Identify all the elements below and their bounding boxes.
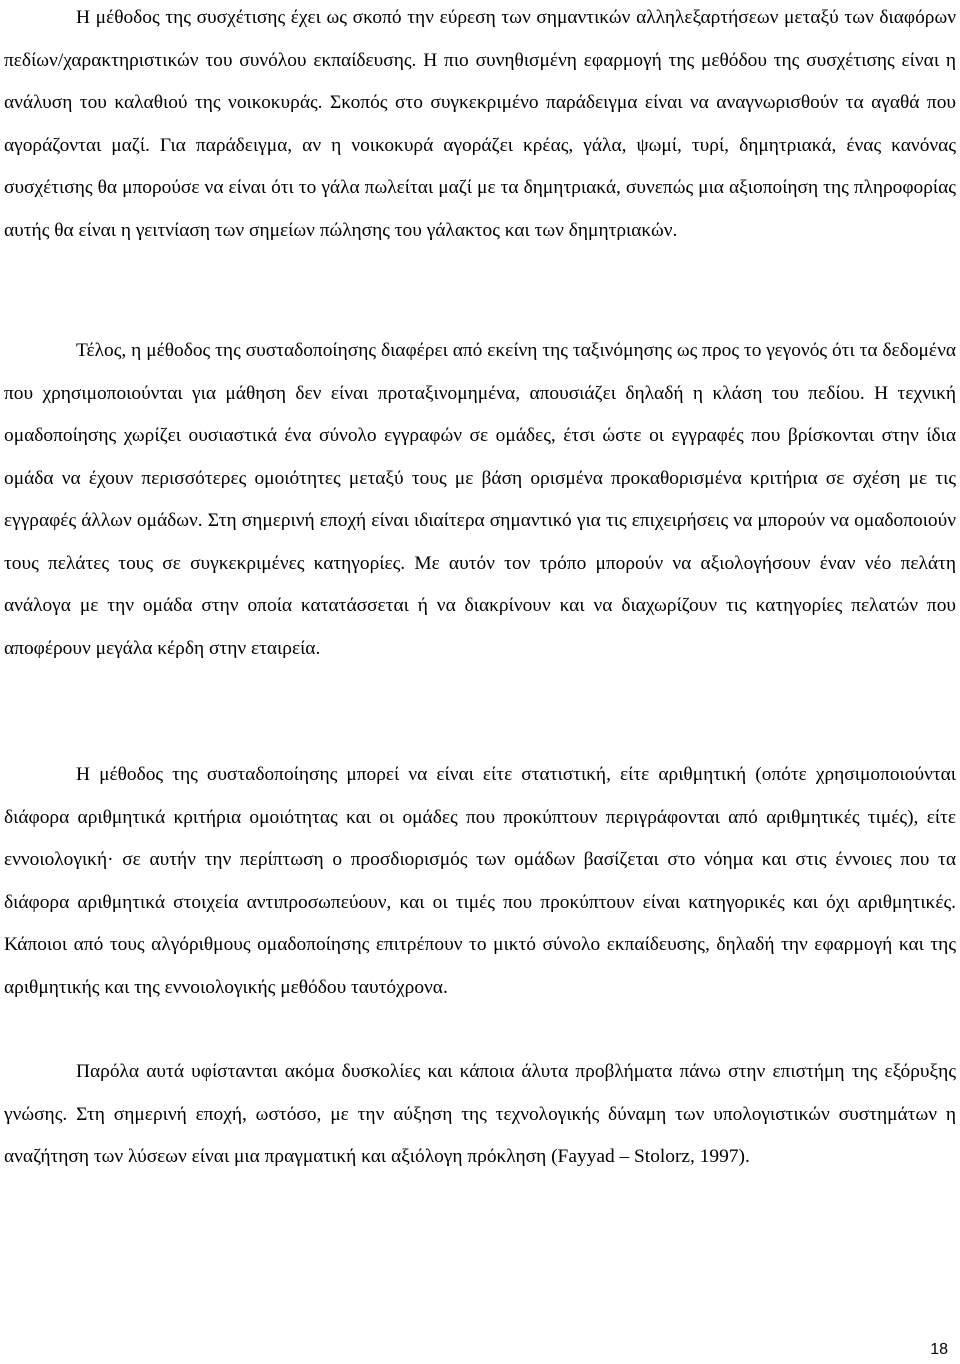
paragraph-challenges: Παρόλα αυτά υφίστανται ακόμα δυσκολίες και κάποια άλυτα προβλήματα πάνω στην επιστήμη της εξόρυξης γνώσης. Στη σημερινή εποχή, ωστόσο, με την αύξηση της τεχνολογικής δύναμη των υπολογιστικών συστημάτων η αναζήτηση των λύσεων είναι μια πραγματική και αξιόλογη πρόκληση (Fayyad – Stolorz, 1997). [4, 1061, 956, 1167]
page-number: 18 [930, 1341, 948, 1358]
paragraph-association-method: Η μέθοδος της συσχέτισης έχει ως σκοπό την εύρεση των σημαντικών αλληλεξαρτήσεων μεταξύ των διαφόρων πεδίων/χαρακτηριστικών του συνόλου εκπαίδευσης. Η πιο συνηθισμένη εφαρμογή της μεθόδου της συσχέτισης είναι η ανάλυση του καλαθιού της νοικοκυράς. Σκοπός στο συγκεκριμένο παράδειγμα είναι να αναγνωρισθούν τα αγαθά που αγοράζονται μαζί. Για παράδειγμα, αν η νοικοκυρά αγοράζει κρέας, γάλα, ψωμί, τυρί, δημητριακά, ένας κανόνας συσχέτισης θα μπορούσε να είναι ότι το γάλα πωλείται μαζί με τα δημητριακά, συνεπώς μια αξιοποίηση της πληροφορίας αυτής θα είναι η γειτνίαση των σημείων πώλησης του γάλακτος και των δημητριακών. [4, 7, 956, 241]
paragraph-clustering-types: Η μέθοδος της συσταδοποίησης μπορεί να είναι είτε στατιστική, είτε αριθμητική (οπότε χρησιμοποιούνται διάφορα αριθμητικά κριτήρια ομοιότητας και οι ομάδες που προκύπτουν περιγράφονται από αριθμητικές τιμές), είτε εννοιολογική· σε αυτήν την περίπτωση ο προσδιορισμός των ομάδων βασίζεται στο νόημα και στις έννοιες που τα διάφορα αριθμητικά στοιχεία αντιπροσωπεύουν, και οι τιμές που προκύπτουν είναι κατηγορικές και όχι αριθμητικές. Κάποιοι από τους αλγόριθμους ομαδοποίησης επιτρέπουν το μικτό σύνολο εκπαίδευσης, δηλαδή την εφαρμογή και της αριθμητικής και της εννοιολογικής μεθόδου ταυτόχρονα. [4, 764, 956, 998]
paragraph-clustering-method: Τέλος, η μέθοδος της συσταδοποίησης διαφέρει από εκείνη της ταξινόμησης ως προς το γεγονός ότι τα δεδομένα που χρησιμοποιούνται για μάθηση δεν είναι προταξινομημένα, απουσιάζει δηλαδή η κλάση του πεδίου. Η τεχνική ομαδοποίησης χωρίζει ουσιαστικά ένα σύνολο εγγραφών σε ομάδες, έτσι ώστε οι εγγραφές που βρίσκονται στην ίδια ομάδα να έχουν περισσότερες ομοιότητες μεταξύ τους με βάση ορισμένα προκαθορισμένα κριτήρια σε σχέση με τις εγγραφές άλλων ομάδων. Στη σημερινή εποχή είναι ιδιαίτερα σημαντικό για τις επιχειρήσεις να μπορούν να ομαδοποιούν τους πελάτες τους σε συγκεκριμένες κατηγορίες. Με αυτόν τον τρόπο μπορούν να αξιολογήσουν έναν νέο πελάτη ανάλογα με την ομάδα στην οποία κατατάσσεται ή να διακρίνουν και να διαχωρίζουν τις κατηγορίες πελατών που αποφέρουν μεγάλα κέρδη στην εταιρεία. [4, 340, 956, 659]
